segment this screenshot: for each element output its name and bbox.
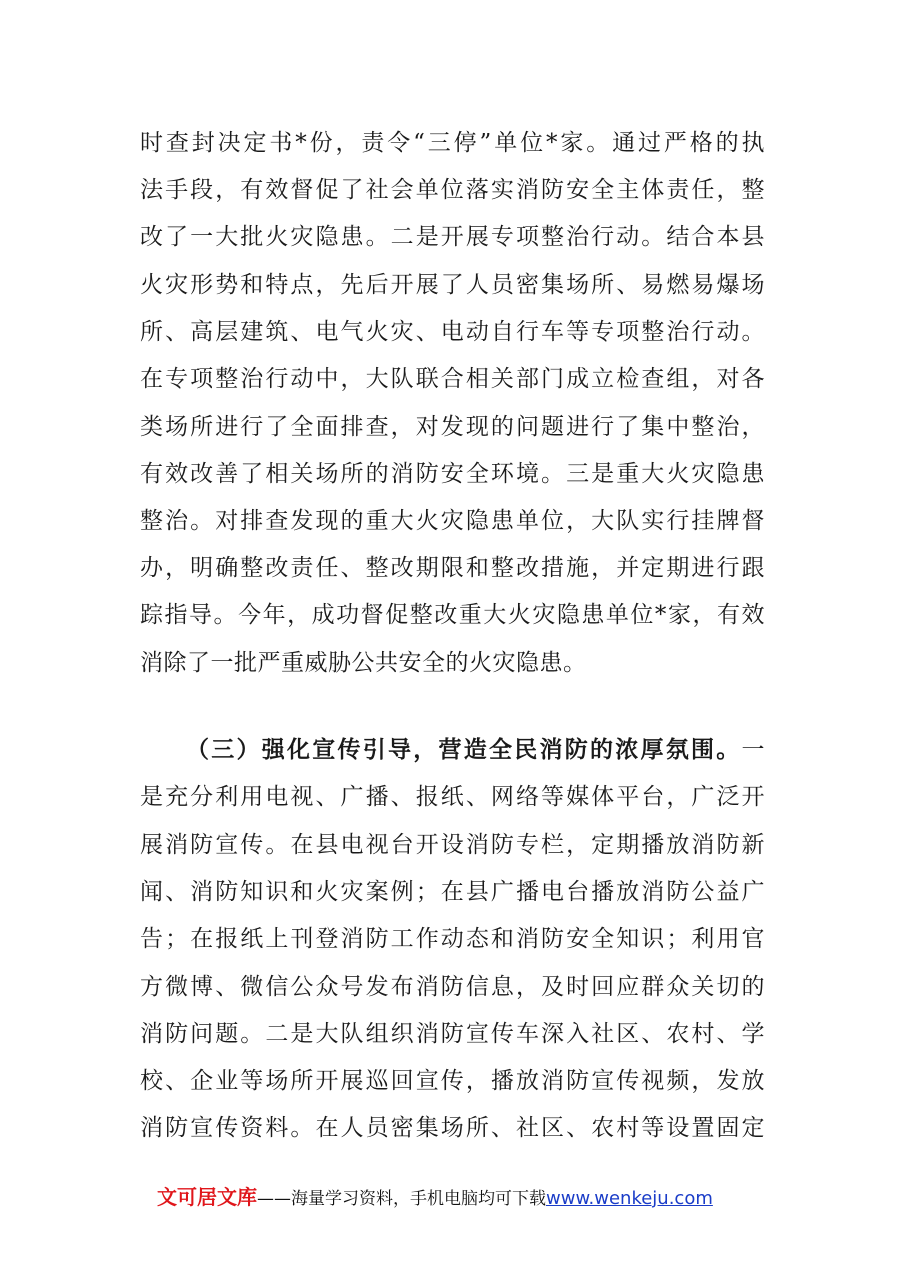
paragraph-2-line-3: 展消防宣传。在县电视台开设消防专栏，定期播放消防新 bbox=[140, 832, 765, 858]
paragraph-1-line-6: 在专项整治行动中，大队联合相关部门成立检查组，对各 bbox=[140, 366, 765, 392]
section-heading: （三）强化宣传引导，营造全民消防的浓厚氛围。 bbox=[186, 736, 742, 763]
paragraph-1-line-8: 有效改善了相关场所的消防安全环境。三是重大火灾隐患 bbox=[140, 461, 765, 487]
footer-slogan: ——海量学习资料，手机电脑均可下载 bbox=[257, 1189, 546, 1209]
footer-url-link[interactable]: www.wenkeju.com bbox=[546, 1188, 713, 1209]
paragraph-1-line-9: 整治。对排查发现的重大火灾隐患单位，大队实行挂牌督 bbox=[140, 508, 765, 534]
paragraph-2-line-9: 消防宣传资料。在人员密集场所、社区、农村等设置固定 bbox=[140, 1115, 765, 1141]
paragraph-1-line-3: 改了一大批火灾隐患。二是开展专项整治行动。结合本县 bbox=[140, 224, 765, 250]
paragraph-1-line-5: 所、高层建筑、电气火灾、电动自行车等专项整治行动。 bbox=[140, 319, 765, 345]
paragraph-2-line-1-rest: 一 bbox=[741, 737, 765, 763]
paragraph-2-line-8: 校、企业等场所开展巡回宣传，播放消防宣传视频，发放 bbox=[140, 1068, 765, 1094]
footer-banner bbox=[157, 1182, 713, 1212]
paragraph-2-line-6: 方微博、微信公众号发布消防信息，及时回应群众关切的 bbox=[140, 974, 765, 1000]
paragraph-1-line-1: 时查封决定书*份，责令“三停”单位*家。通过严格的执 bbox=[140, 130, 765, 156]
paragraph-2-line-5: 告；在报纸上刊登消防工作动态和消防安全知识；利用官 bbox=[140, 926, 765, 952]
paragraph-1-line-4: 火灾形势和特点，先后开展了人员密集场所、易燃易爆场 bbox=[140, 272, 765, 298]
paragraph-2-line-4: 闻、消防知识和火灾案例；在县广播电台播放消防公益广 bbox=[140, 879, 765, 905]
paragraph-1-line-12: 消除了一批严重威胁公共安全的火灾隐患。 bbox=[140, 650, 587, 676]
paragraph-2-line-7: 消防问题。二是大队组织消防宣传车深入社区、农村、学 bbox=[140, 1021, 765, 1047]
paragraph-1-line-10: 办，明确整改责任、整改期限和整改措施，并定期进行跟 bbox=[140, 555, 765, 581]
paragraph-1-line-11: 踪指导。今年，成功督促整改重大火灾隐患单位*家，有效 bbox=[140, 602, 765, 628]
paragraph-1-line-2: 法手段，有效督促了社会单位落实消防安全主体责任，整 bbox=[140, 177, 765, 203]
paragraph-1-line-7: 类场所进行了全面排查，对发现的问题进行了集中整治， bbox=[140, 414, 765, 440]
paragraph-2-line-2: 是充分利用电视、广播、报纸、网络等媒体平台，广泛开 bbox=[140, 784, 765, 810]
footer-brand: 文可居文库 bbox=[157, 1185, 257, 1209]
paragraph-2-line-1 bbox=[186, 735, 765, 765]
